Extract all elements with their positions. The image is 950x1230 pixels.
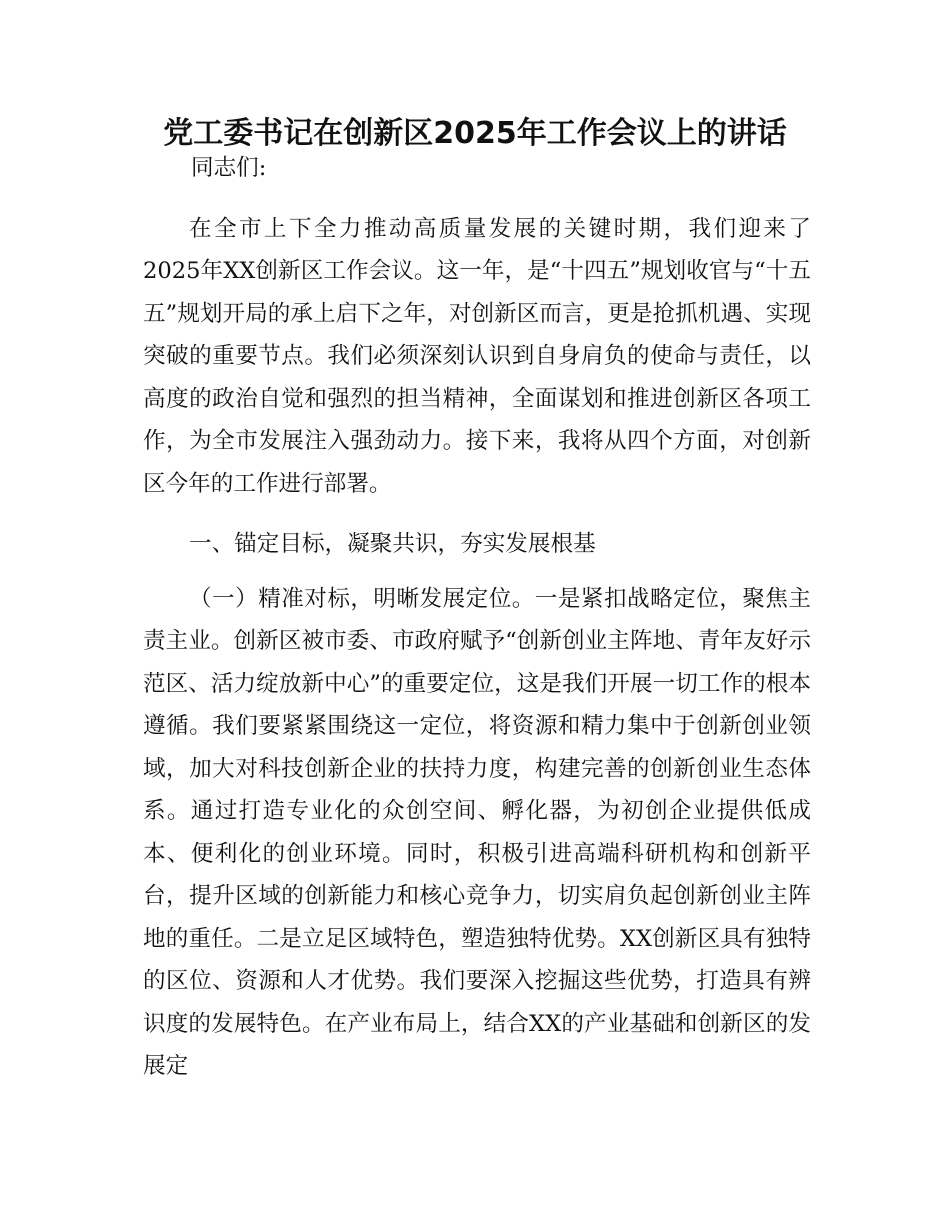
document-body bbox=[143, 147, 811, 1088]
document-title: 党工委书记在创新区2025年工作会议上的讲话 bbox=[163, 116, 787, 151]
subsection-paragraph: （一）精准对标，明晰发展定位。一是紧扣战略定位，聚焦主责主业。创新区被市委、市政府赋予“创新创业主阵地、青年友好示范区、活力绽放新中心”的重要定位，这是我们开展一切工作的根本遵循。我们要紧紧围绕这一定位，将资源和精力集中于创新创业领域，加大对科技创新企业的扶持力度，构建完善的创新创业生态体系。通过打造专业化的众创空间、孵化器，为初创企业提供低成本、便利化的创业环境。同时，积极引进高端科研机构和创新平台，提升区域的创新能力和核心竞争力，切实肩负起创新创业主阵地的重任。二是立足区域特色，塑造独特优势。XX创新区具有独特的区位、资源和人才优势。我们要深入挖掘这些优势，打造具有辨识度的发展特色。在产业布局上，结合XX的产业基础和创新区的发展定 bbox=[143, 585, 811, 1079]
salutation: 同志们: bbox=[191, 155, 267, 181]
intro-paragraph: 在全市上下全力推动高质量发展的关键时期，我们迎来了2025年XX创新区工作会议。这一年，是“十四五”规划收官与“十五五”规划开局的承上启下之年，对创新区而言，更是抢抓机遇、实现突破的重要节点。我们必须深刻认识到自身肩负的使命与责任，以高度的政治自觉和强烈的担当精神，全面谋划和推进创新区各项工作，为全市发展注入强劲动力。接下来，我将从四个方面，对创新区今年的工作进行部署。 bbox=[143, 215, 811, 497]
section-heading: 一、锚定目标，凝聚共识，夯实发展根基 bbox=[189, 531, 596, 557]
